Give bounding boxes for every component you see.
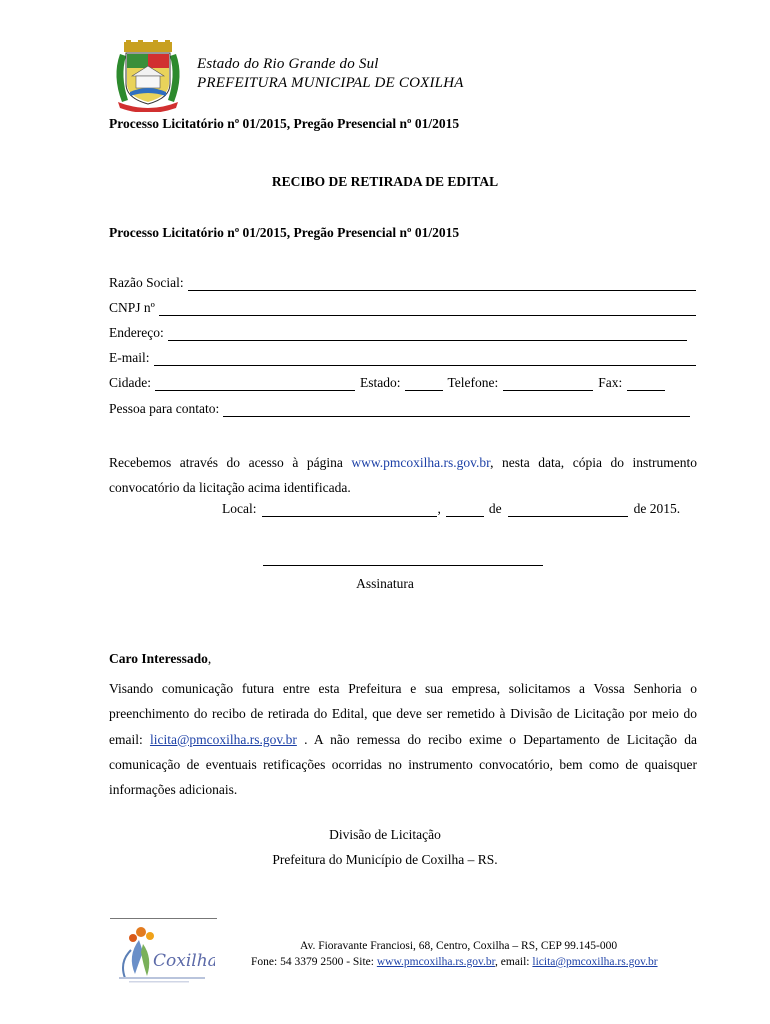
footer-phone: Fone: 54 3379 2500 - Site: <box>251 956 374 968</box>
field-cnpj[interactable] <box>109 298 696 316</box>
coat-of-arms-logo <box>110 40 186 112</box>
header-state-line: Estado do Rio Grande do Sul <box>197 56 379 72</box>
footer-email-link[interactable]: licita@pmcoxilha.rs.gov.br <box>532 956 658 968</box>
greeting-punct: , <box>207 651 212 666</box>
process-line-top: Processo Licitatório nº 01/2015, Pregão Presencial nº 01/2015 <box>109 116 460 131</box>
receipt-paragraph <box>109 450 697 500</box>
field-email[interactable] <box>109 348 696 366</box>
notice-paragraph <box>109 676 697 802</box>
coxilha-logo <box>113 922 215 986</box>
field-cidade-row[interactable] <box>109 373 691 391</box>
footer-contact-line <box>251 956 658 968</box>
cnpj-label: CNPJ nº <box>109 300 155 315</box>
receipt-text-before: Recebemos através do acesso à página <box>109 455 343 470</box>
footer-address: Av. Fioravante Franciosi, 68, Centro, Coxilha – RS, CEP 99.145-000 <box>300 940 618 952</box>
receipt-text-after: , nesta data, cópia do instrumento convocatório da licitação acima identificada. <box>109 455 698 495</box>
fax-label: Fax: <box>598 375 623 390</box>
field-endereco[interactable] <box>109 323 687 341</box>
notice-text-1: Visando comunicação futura entre esta Prefeitura e sua empresa, solicitamos a Vossa Senhoria o preenchimento do recibo de retirada do Edital, que deve ser remetido à Divisão de Licitação por meio do email: <box>109 681 697 747</box>
signature-line[interactable] <box>263 565 543 566</box>
notice-text-2: . A não remessa do recibo exime o Departamento de Licitação da comunicação de eventuais retificações ocorridas no instrumento convocatório, bem como de quaisquer informações adicionais. <box>109 731 697 798</box>
greeting-text: Caro Interessado <box>109 651 208 666</box>
field-contato[interactable] <box>109 399 690 417</box>
endereco-label: Endereço: <box>109 325 164 340</box>
date-de-label: de <box>488 501 502 516</box>
process-line-repeat: Processo Licitatório nº 01/2015, Pregão Presencial nº 01/2015 <box>109 225 460 240</box>
coxilha-logo-text: Coxilha <box>153 951 215 971</box>
razao-social-label: Razão Social: <box>109 275 184 290</box>
field-razao-social[interactable] <box>109 273 696 291</box>
date-year-label: de 2015. <box>633 501 681 516</box>
division-line-2: Prefeitura do Município de Coxilha – RS. <box>272 852 498 867</box>
notice-greeting <box>109 651 211 667</box>
local-date-line[interactable]: Local: , de de 2015. <box>222 501 681 516</box>
footer-site-link[interactable]: www.pmcoxilha.rs.gov.br <box>376 956 496 968</box>
estado-label: Estado: <box>360 375 401 390</box>
site-link[interactable]: www.pmcoxilha.rs.gov.br <box>351 455 491 470</box>
contato-label: Pessoa para contato: <box>109 401 220 416</box>
local-label: Local: <box>222 501 257 516</box>
document-title: RECIBO DE RETIRADA DE EDITAL <box>271 174 499 189</box>
division-line-1: Divisão de Licitação <box>329 827 441 842</box>
email-label: E-mail: <box>109 350 150 365</box>
footer-email-label: , email: <box>495 956 530 968</box>
signature-label: Assinatura <box>356 576 414 591</box>
footer-divider <box>110 918 217 919</box>
header-city-line: PREFEITURA MUNICIPAL DE COXILHA <box>197 75 464 91</box>
telefone-label: Telefone: <box>447 375 499 390</box>
cidade-label: Cidade: <box>109 375 151 390</box>
email-link[interactable]: licita@pmcoxilha.rs.gov.br <box>149 731 297 747</box>
